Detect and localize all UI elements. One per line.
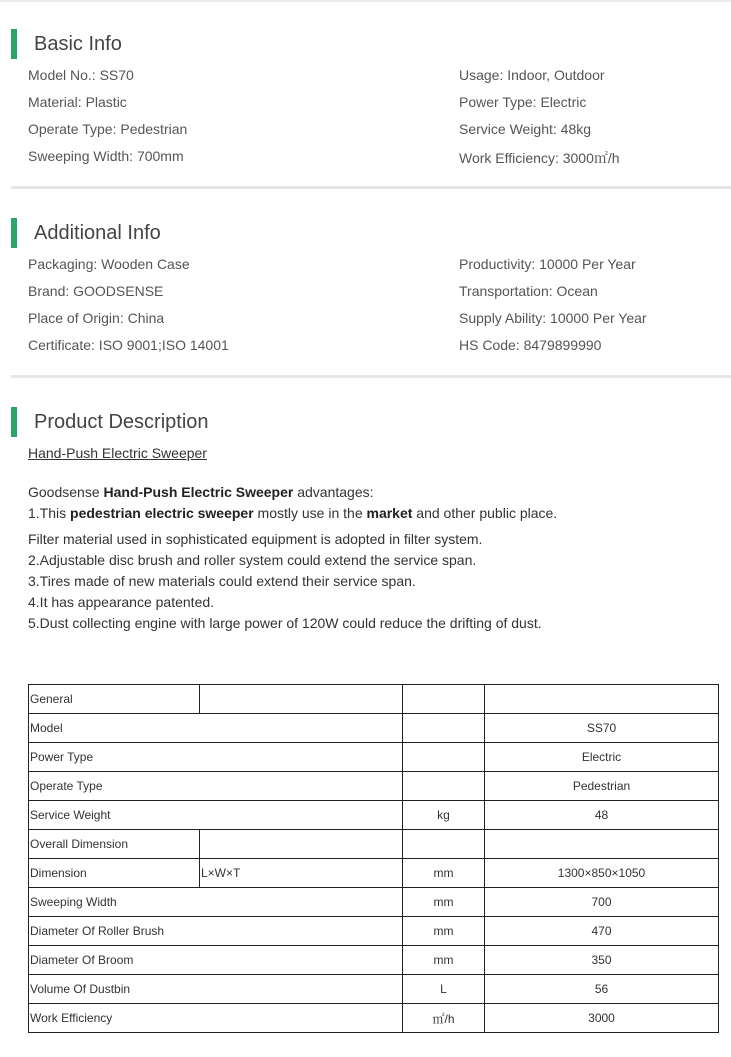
line1-text-a: 1.This: [28, 505, 71, 521]
additional-info-left-1: Brand: GOODSENSE: [28, 283, 164, 299]
spec-unit: mm: [403, 888, 485, 917]
accent-bar: [11, 407, 17, 437]
table-row: [29, 917, 719, 946]
section-divider: [11, 186, 731, 189]
table-row: [29, 888, 719, 917]
spec-unit: ㎡/h: [403, 1004, 485, 1033]
section-divider: [11, 375, 731, 378]
spec-unit: L: [403, 975, 485, 1004]
spec-value: 1300×850×1050: [485, 859, 719, 888]
intro-text-b: Hand-Push Electric Sweeper: [103, 484, 294, 500]
additional-info-title: Additional Info: [34, 221, 161, 244]
additional-info-left-0: Packaging: Wooden Case: [28, 256, 190, 272]
spec-label: General: [29, 685, 200, 714]
table-row: [29, 946, 719, 975]
basic-info-left-0: Model No.: SS70: [28, 67, 134, 83]
spec-unit: [403, 743, 485, 772]
spec-label: Diameter Of Roller Brush: [29, 917, 403, 946]
description-line-1: [28, 505, 557, 521]
spec-unit: [403, 830, 485, 859]
spec-label: Model: [29, 714, 403, 743]
description-intro: [28, 484, 374, 500]
spec-label: Overall Dimension: [29, 830, 200, 859]
spec-unit: kg: [403, 801, 485, 830]
top-divider: [0, 0, 731, 2]
spec-sub: L×W×T: [200, 859, 403, 888]
table-row: [29, 801, 719, 830]
description-line: 3.Tires made of new materials could extend their service span.: [28, 573, 416, 589]
basic-info-right-3: Work Efficiency: 3000㎡/h: [459, 150, 620, 166]
spec-value: 3000: [485, 1004, 719, 1033]
additional-info-left-3: Certificate: ISO 9001;ISO 14001: [28, 337, 229, 353]
spec-unit: [403, 685, 485, 714]
basic-info-title: Basic Info: [34, 32, 122, 55]
line1-text-b: pedestrian electric sweeper: [70, 505, 254, 521]
line1-text-d: market: [366, 505, 413, 521]
additional-info-right-2: Supply Ability: 10000 Per Year: [459, 310, 647, 326]
spec-value: Pedestrian: [485, 772, 719, 801]
table-row: [29, 830, 719, 859]
spec-label: Dimension: [29, 859, 200, 888]
basic-info-left-3: Sweeping Width: 700mm: [28, 148, 184, 164]
table-row: [29, 743, 719, 772]
basic-info-left-1: Material: Plastic: [28, 94, 127, 110]
spec-value: 48: [485, 801, 719, 830]
additional-info-header: [11, 218, 161, 248]
additional-info-left-2: Place of Origin: China: [28, 310, 165, 326]
spec-label: Service Weight: [29, 801, 403, 830]
spec-value: 470: [485, 917, 719, 946]
spec-value: [485, 830, 719, 859]
spec-sub: [200, 830, 403, 859]
spec-unit: mm: [403, 946, 485, 975]
basic-info-right-1: Power Type: Electric: [459, 94, 587, 110]
table-row: [29, 975, 719, 1004]
basic-info-right-2: Service Weight: 48kg: [459, 121, 592, 137]
spec-value: 56: [485, 975, 719, 1004]
spec-table: [28, 684, 719, 1033]
spec-value: 700: [485, 888, 719, 917]
spec-unit: mm: [403, 917, 485, 946]
product-description-title: Product Description: [34, 410, 209, 433]
spec-label: Sweeping Width: [29, 888, 403, 917]
table-row: [29, 685, 719, 714]
description-line: 2.Adjustable disc brush and roller system could extend the service span.: [28, 552, 477, 568]
spec-value: 350: [485, 946, 719, 975]
spec-value: Electric: [485, 743, 719, 772]
intro-text-c: advantages:: [293, 484, 374, 500]
spec-unit: [403, 772, 485, 801]
accent-bar: [11, 29, 17, 59]
spec-sub: [200, 685, 403, 714]
description-line: 5.Dust collecting engine with large power of 120W could reduce the drifting of dust.: [28, 615, 542, 631]
spec-label: Power Type: [29, 743, 403, 772]
spec-label: Work Efficiency: [29, 1004, 403, 1033]
additional-info-right-1: Transportation: Ocean: [459, 283, 598, 299]
description-line: 4.It has appearance patented.: [28, 594, 215, 610]
table-row: [29, 714, 719, 743]
table-row: [29, 1004, 719, 1033]
product-description-header: [11, 407, 209, 437]
basic-info-right-0: Usage: Indoor, Outdoor: [459, 67, 605, 83]
spec-value: SS70: [485, 714, 719, 743]
intro-text-a: Goodsense: [28, 484, 104, 500]
spec-unit: [403, 714, 485, 743]
additional-info-right-3: HS Code: 8479899990: [459, 337, 602, 353]
accent-bar: [11, 218, 17, 248]
spec-value: [485, 685, 719, 714]
table-row: [29, 772, 719, 801]
spec-label: Diameter Of Broom: [29, 946, 403, 975]
table-row: [29, 859, 719, 888]
additional-info-right-0: Productivity: 10000 Per Year: [459, 256, 636, 272]
basic-info-left-2: Operate Type: Pedestrian: [28, 121, 188, 137]
line1-text-e: and other public place.: [412, 505, 558, 521]
line1-text-c: mostly use in the: [253, 505, 367, 521]
spec-label: Volume Of Dustbin: [29, 975, 403, 1004]
product-link[interactable]: Hand-Push Electric Sweeper: [28, 445, 207, 461]
basic-info-header: [11, 29, 122, 59]
spec-label: Operate Type: [29, 772, 403, 801]
spec-unit: mm: [403, 859, 485, 888]
description-line: Filter material used in sophisticated equipment is adopted in filter system.: [28, 531, 483, 547]
